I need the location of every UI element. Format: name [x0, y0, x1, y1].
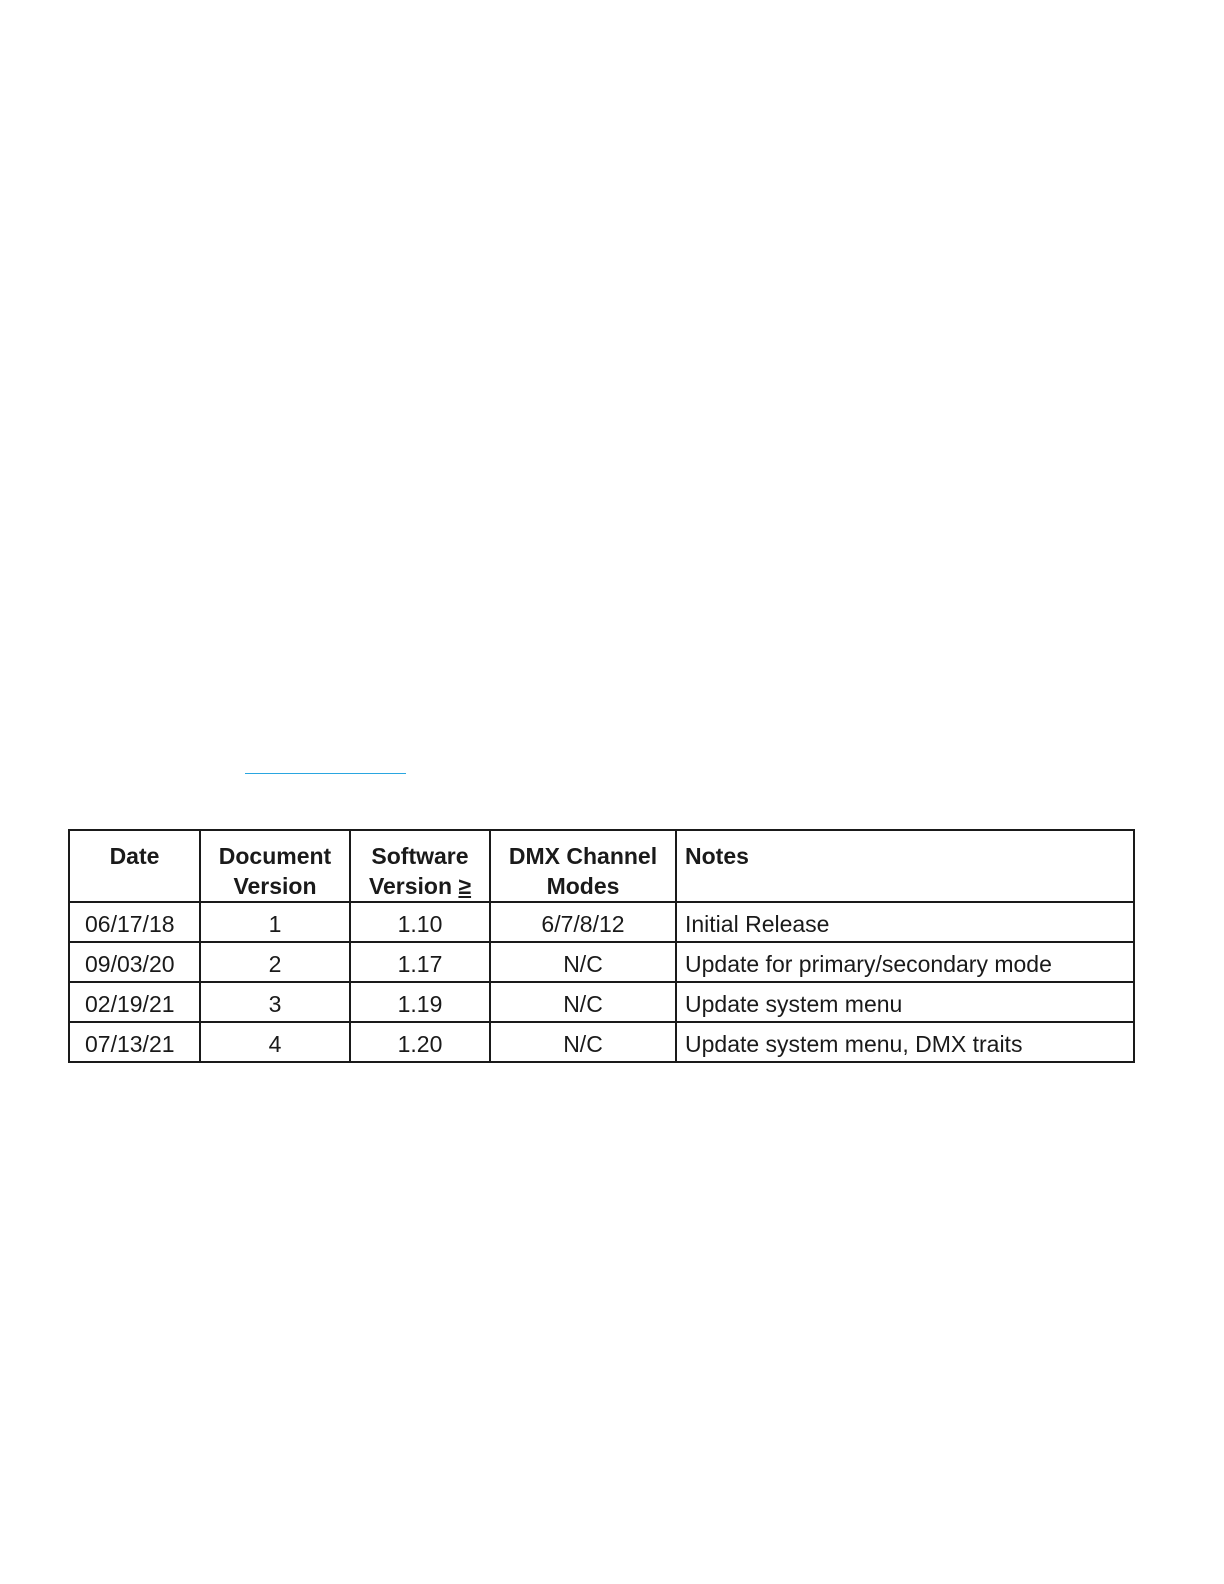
header-software-version-line1: Software: [371, 843, 469, 869]
cell-software-version: 1.10: [350, 902, 490, 942]
header-document-version: [200, 830, 350, 902]
cell-dmx-channel-modes: N/C: [490, 982, 676, 1022]
cell-software-version: 1.17: [350, 942, 490, 982]
header-software-version-word: Version: [368, 873, 453, 899]
table-header-row: [69, 830, 1134, 902]
header-dmx-channel-modes-line1: DMX Channel: [508, 843, 658, 869]
header-notes-label: Notes: [685, 843, 749, 869]
cell-dmx-channel-modes: N/C: [490, 1022, 676, 1062]
header-document-version-line1: Document: [218, 843, 332, 869]
cell-date: 06/17/18: [69, 902, 200, 942]
header-software-version: [350, 830, 490, 902]
table-row: [69, 902, 1134, 942]
header-date: [69, 830, 200, 902]
cell-software-version: 1.19: [350, 982, 490, 1022]
cell-notes: Initial Release: [676, 902, 1134, 942]
header-document-version-line2: Version: [233, 873, 317, 899]
cell-dmx-channel-modes: N/C: [490, 942, 676, 982]
greater-or-equal-symbol: ≥: [458, 873, 472, 899]
table-row: [69, 942, 1134, 982]
cell-date: 02/19/21: [69, 982, 200, 1022]
header-dmx-channel-modes-line2: Modes: [546, 873, 620, 899]
cell-document-version: 4: [200, 1022, 350, 1062]
cell-date: 09/03/20: [69, 942, 200, 982]
hyperlink-underline[interactable]: [245, 773, 406, 774]
cell-notes: Update system menu, DMX traits: [676, 1022, 1134, 1062]
revision-history-table: [68, 829, 1135, 1063]
cell-dmx-channel-modes: 6/7/8/12: [490, 902, 676, 942]
cell-document-version: 2: [200, 942, 350, 982]
header-software-version-line2: [359, 871, 481, 901]
table-row: [69, 982, 1134, 1022]
header-dmx-channel-modes: [490, 830, 676, 902]
cell-document-version: 3: [200, 982, 350, 1022]
cell-notes: Update system menu: [676, 982, 1134, 1022]
header-date-label: Date: [109, 843, 160, 869]
cell-software-version: 1.20: [350, 1022, 490, 1062]
cell-date: 07/13/21: [69, 1022, 200, 1062]
cell-notes: Update for primary/secondary mode: [676, 942, 1134, 982]
table-row: [69, 1022, 1134, 1062]
header-notes: [676, 830, 1134, 902]
cell-document-version: 1: [200, 902, 350, 942]
